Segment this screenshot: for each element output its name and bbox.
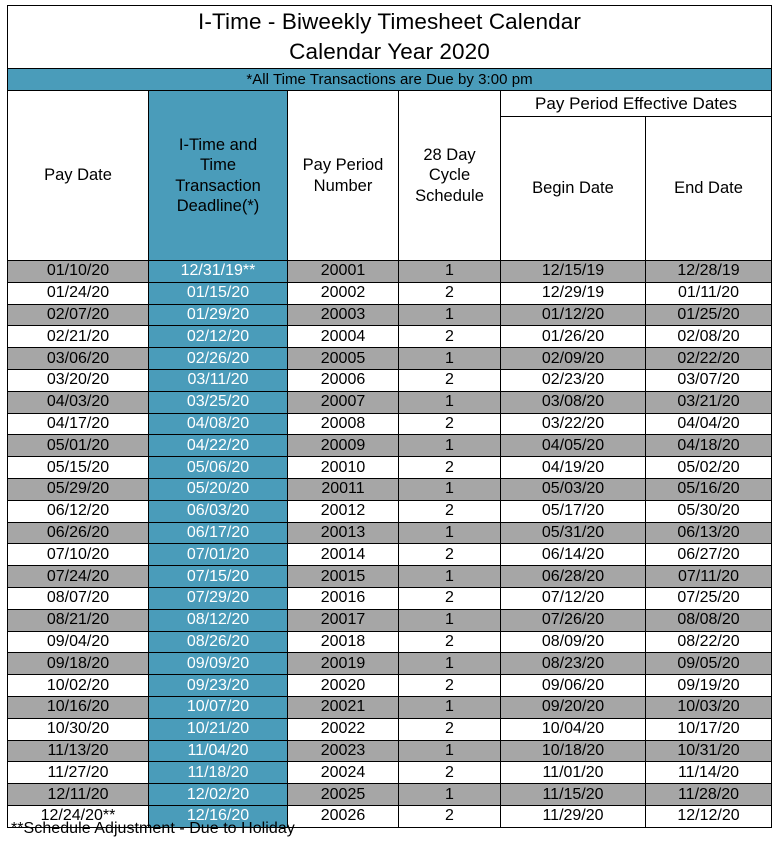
cell-deadline: 08/26/20 [149, 631, 288, 653]
cell-end-date: 10/03/20 [646, 696, 772, 718]
cell-cycle-schedule: 2 [399, 413, 501, 435]
cell-end-date: 02/08/20 [646, 326, 772, 348]
cell-cycle-schedule: 2 [399, 544, 501, 566]
cell-pay-period-number: 20002 [288, 282, 399, 304]
cell-cycle-schedule: 1 [399, 784, 501, 806]
cell-pay-date: 01/10/20 [8, 261, 149, 283]
cell-pay-period-number: 20008 [288, 413, 399, 435]
cell-cycle-schedule: 1 [399, 478, 501, 500]
page-title [8, 6, 772, 69]
cell-cycle-schedule: 1 [399, 609, 501, 631]
footnote: **Schedule Adjustment - Due to Holiday [11, 820, 295, 837]
cell-deadline: 01/29/20 [149, 304, 288, 326]
cell-deadline: 05/20/20 [149, 478, 288, 500]
cell-pay-date: 10/02/20 [8, 675, 149, 697]
title-row [8, 6, 772, 69]
cell-pay-period-number: 20007 [288, 391, 399, 413]
cell-deadline: 12/31/19** [149, 261, 288, 283]
table-row [8, 500, 772, 522]
header-pay-period-number [288, 91, 399, 261]
cell-pay-period-number: 20020 [288, 675, 399, 697]
cell-cycle-schedule: 2 [399, 718, 501, 740]
table-row [8, 522, 772, 544]
cell-begin-date: 02/23/20 [501, 369, 646, 391]
table-row [8, 413, 772, 435]
cell-begin-date: 10/04/20 [501, 718, 646, 740]
cell-deadline: 07/15/20 [149, 566, 288, 588]
cell-deadline: 08/12/20 [149, 609, 288, 631]
table-row [8, 784, 772, 806]
cell-pay-date: 08/21/20 [8, 609, 149, 631]
cell-pay-date: 09/04/20 [8, 631, 149, 653]
cell-pay-period-number: 20015 [288, 566, 399, 588]
cell-pay-period-number: 20011 [288, 478, 399, 500]
cell-end-date: 12/28/19 [646, 261, 772, 283]
cell-deadline: 03/11/20 [149, 369, 288, 391]
cell-end-date: 06/27/20 [646, 544, 772, 566]
cell-deadline: 04/08/20 [149, 413, 288, 435]
cell-pay-period-number: 20026 [288, 805, 399, 827]
cell-pay-period-number: 20021 [288, 696, 399, 718]
table-row [8, 544, 772, 566]
header-cycle-line-3: Schedule [415, 186, 484, 205]
cell-pay-period-number: 20009 [288, 435, 399, 457]
cell-end-date: 09/05/20 [646, 653, 772, 675]
cell-pay-date: 02/21/20 [8, 326, 149, 348]
cell-end-date: 11/14/20 [646, 762, 772, 784]
header-deadline-line-2: Time [199, 156, 237, 175]
cell-end-date: 02/22/20 [646, 348, 772, 370]
cell-pay-date: 09/18/20 [8, 653, 149, 675]
cell-begin-date: 05/17/20 [501, 500, 646, 522]
cell-begin-date: 12/15/19 [501, 261, 646, 283]
cell-pay-date: 12/11/20 [8, 784, 149, 806]
cell-pay-period-number: 20012 [288, 500, 399, 522]
cell-cycle-schedule: 1 [399, 391, 501, 413]
cell-pay-date: 05/15/20 [8, 457, 149, 479]
cell-begin-date: 09/06/20 [501, 675, 646, 697]
cell-cycle-schedule: 2 [399, 675, 501, 697]
cell-end-date: 05/02/20 [646, 457, 772, 479]
cell-pay-period-number: 20023 [288, 740, 399, 762]
cell-begin-date: 08/09/20 [501, 631, 646, 653]
cell-pay-period-number: 20001 [288, 261, 399, 283]
cell-pay-date: 08/07/20 [8, 587, 149, 609]
table-row [8, 391, 772, 413]
cell-cycle-schedule: 1 [399, 304, 501, 326]
cell-pay-date: 12/24/20** [8, 805, 149, 827]
cell-deadline: 06/03/20 [149, 500, 288, 522]
table-row [8, 740, 772, 762]
cell-end-date: 10/31/20 [646, 740, 772, 762]
timesheet-calendar-table [7, 5, 772, 828]
table-row [8, 304, 772, 326]
cell-cycle-schedule: 1 [399, 522, 501, 544]
table-row [8, 566, 772, 588]
cell-deadline: 09/09/20 [149, 653, 288, 675]
cell-end-date: 06/13/20 [646, 522, 772, 544]
cell-pay-date: 04/03/20 [8, 391, 149, 413]
cell-pay-period-number: 20003 [288, 304, 399, 326]
cell-pay-date: 07/24/20 [8, 566, 149, 588]
banner-row [8, 69, 772, 91]
cell-pay-date: 05/01/20 [8, 435, 149, 457]
cell-begin-date: 12/29/19 [501, 282, 646, 304]
header-pay-date: Pay Date [8, 91, 149, 261]
cell-deadline: 02/26/20 [149, 348, 288, 370]
cell-end-date: 11/28/20 [646, 784, 772, 806]
table-row [8, 653, 772, 675]
header-begin-date: Begin Date [501, 117, 646, 261]
cell-begin-date: 06/14/20 [501, 544, 646, 566]
cell-pay-period-number: 20024 [288, 762, 399, 784]
cell-pay-date: 07/10/20 [8, 544, 149, 566]
cell-pay-date: 05/29/20 [8, 478, 149, 500]
cell-cycle-schedule: 1 [399, 435, 501, 457]
title-line-1: I-Time - Biweekly Timesheet Calendar [198, 9, 581, 35]
cell-pay-period-number: 20019 [288, 653, 399, 675]
table-row [8, 435, 772, 457]
cell-cycle-schedule: 2 [399, 282, 501, 304]
cell-deadline: 09/23/20 [149, 675, 288, 697]
cell-pay-date: 10/16/20 [8, 696, 149, 718]
cell-pay-period-number: 20016 [288, 587, 399, 609]
cell-deadline: 12/16/20 [149, 805, 288, 827]
header-end-date: End Date [646, 117, 772, 261]
table-row [8, 609, 772, 631]
cell-begin-date: 09/20/20 [501, 696, 646, 718]
title-line-2: Calendar Year 2020 [289, 39, 490, 64]
cell-pay-date: 06/26/20 [8, 522, 149, 544]
header-pay-period-line-1: Pay Period [302, 156, 384, 175]
cell-pay-date: 11/13/20 [8, 740, 149, 762]
cell-pay-date: 10/30/20 [8, 718, 149, 740]
cell-cycle-schedule: 1 [399, 348, 501, 370]
cell-end-date: 09/19/20 [646, 675, 772, 697]
cell-end-date: 01/25/20 [646, 304, 772, 326]
cell-deadline: 07/29/20 [149, 587, 288, 609]
cell-cycle-schedule: 1 [399, 566, 501, 588]
cell-begin-date: 04/05/20 [501, 435, 646, 457]
cell-pay-date: 03/20/20 [8, 369, 149, 391]
column-header-row-1 [8, 91, 772, 117]
cell-pay-period-number: 20004 [288, 326, 399, 348]
cell-cycle-schedule: 1 [399, 653, 501, 675]
cell-cycle-schedule: 2 [399, 457, 501, 479]
cell-end-date: 12/12/20 [646, 805, 772, 827]
cell-end-date: 03/07/20 [646, 369, 772, 391]
cell-pay-date: 02/07/20 [8, 304, 149, 326]
cell-deadline: 02/12/20 [149, 326, 288, 348]
cell-end-date: 05/16/20 [646, 478, 772, 500]
header-deadline-line-1: I-Time and [178, 135, 258, 154]
cell-pay-period-number: 20018 [288, 631, 399, 653]
table-row [8, 718, 772, 740]
cell-pay-period-number: 20006 [288, 369, 399, 391]
table-row [8, 348, 772, 370]
cell-end-date: 10/17/20 [646, 718, 772, 740]
cell-begin-date: 11/15/20 [501, 784, 646, 806]
cell-begin-date: 02/09/20 [501, 348, 646, 370]
cell-pay-period-number: 20010 [288, 457, 399, 479]
header-pay-period-line-2: Number [313, 176, 373, 195]
cell-pay-period-number: 20014 [288, 544, 399, 566]
header-deadline-line-4: Deadline(*) [176, 196, 260, 215]
cell-pay-date: 03/06/20 [8, 348, 149, 370]
cell-cycle-schedule: 2 [399, 500, 501, 522]
table-row [8, 762, 772, 784]
table-body [8, 261, 772, 828]
cell-cycle-schedule: 2 [399, 587, 501, 609]
header-deadline-line-3: Transaction [175, 176, 261, 195]
due-time-banner: *All Time Transactions are Due by 3:00 pm [8, 69, 772, 91]
cell-begin-date: 03/08/20 [501, 391, 646, 413]
cell-pay-period-number: 20025 [288, 784, 399, 806]
cell-cycle-schedule: 1 [399, 740, 501, 762]
cell-end-date: 04/18/20 [646, 435, 772, 457]
cell-pay-period-number: 20022 [288, 718, 399, 740]
cell-cycle-schedule: 2 [399, 326, 501, 348]
cell-end-date: 03/21/20 [646, 391, 772, 413]
cell-begin-date: 08/23/20 [501, 653, 646, 675]
cell-begin-date: 04/19/20 [501, 457, 646, 479]
cell-deadline: 06/17/20 [149, 522, 288, 544]
cell-deadline: 11/04/20 [149, 740, 288, 762]
table-row [8, 369, 772, 391]
cell-cycle-schedule: 2 [399, 369, 501, 391]
cell-deadline: 10/07/20 [149, 696, 288, 718]
cell-pay-date: 01/24/20 [8, 282, 149, 304]
table-row [8, 675, 772, 697]
table-header [8, 6, 772, 261]
table-row [8, 457, 772, 479]
cell-begin-date: 06/28/20 [501, 566, 646, 588]
header-pay-period-effective-dates: Pay Period Effective Dates [501, 91, 772, 117]
cell-pay-period-number: 20005 [288, 348, 399, 370]
table-row [8, 478, 772, 500]
cell-begin-date: 05/03/20 [501, 478, 646, 500]
cell-deadline: 07/01/20 [149, 544, 288, 566]
table-row [8, 696, 772, 718]
cell-end-date: 07/11/20 [646, 566, 772, 588]
cell-pay-date: 11/27/20 [8, 762, 149, 784]
cell-deadline: 12/02/20 [149, 784, 288, 806]
table-row [8, 631, 772, 653]
cell-deadline: 01/15/20 [149, 282, 288, 304]
cell-cycle-schedule: 2 [399, 762, 501, 784]
cell-deadline: 10/21/20 [149, 718, 288, 740]
cell-begin-date: 07/26/20 [501, 609, 646, 631]
cell-pay-period-number: 20017 [288, 609, 399, 631]
cell-end-date: 05/30/20 [646, 500, 772, 522]
cell-end-date: 07/25/20 [646, 587, 772, 609]
table-row [8, 587, 772, 609]
cell-deadline: 11/18/20 [149, 762, 288, 784]
table-row [8, 282, 772, 304]
cell-begin-date: 03/22/20 [501, 413, 646, 435]
table-row [8, 326, 772, 348]
cell-deadline: 03/25/20 [149, 391, 288, 413]
cell-pay-date: 06/12/20 [8, 500, 149, 522]
header-cycle-line-1: 28 Day [423, 145, 476, 164]
cell-begin-date: 05/31/20 [501, 522, 646, 544]
header-itime-deadline [149, 91, 288, 261]
cell-pay-period-number: 20013 [288, 522, 399, 544]
cell-begin-date: 11/01/20 [501, 762, 646, 784]
cell-end-date: 01/11/20 [646, 282, 772, 304]
cell-cycle-schedule: 1 [399, 261, 501, 283]
cell-end-date: 08/08/20 [646, 609, 772, 631]
cell-pay-date: 04/17/20 [8, 413, 149, 435]
cell-begin-date: 01/12/20 [501, 304, 646, 326]
cell-cycle-schedule: 1 [399, 696, 501, 718]
cell-deadline: 05/06/20 [149, 457, 288, 479]
cell-deadline: 04/22/20 [149, 435, 288, 457]
table-row [8, 261, 772, 283]
header-28-day-cycle-schedule [399, 91, 501, 261]
cell-begin-date: 10/18/20 [501, 740, 646, 762]
cell-begin-date: 11/29/20 [501, 805, 646, 827]
cell-cycle-schedule: 2 [399, 631, 501, 653]
header-cycle-line-2: Cycle [428, 166, 471, 185]
cell-begin-date: 01/26/20 [501, 326, 646, 348]
cell-end-date: 08/22/20 [646, 631, 772, 653]
cell-cycle-schedule: 2 [399, 805, 501, 827]
cell-begin-date: 07/12/20 [501, 587, 646, 609]
cell-end-date: 04/04/20 [646, 413, 772, 435]
